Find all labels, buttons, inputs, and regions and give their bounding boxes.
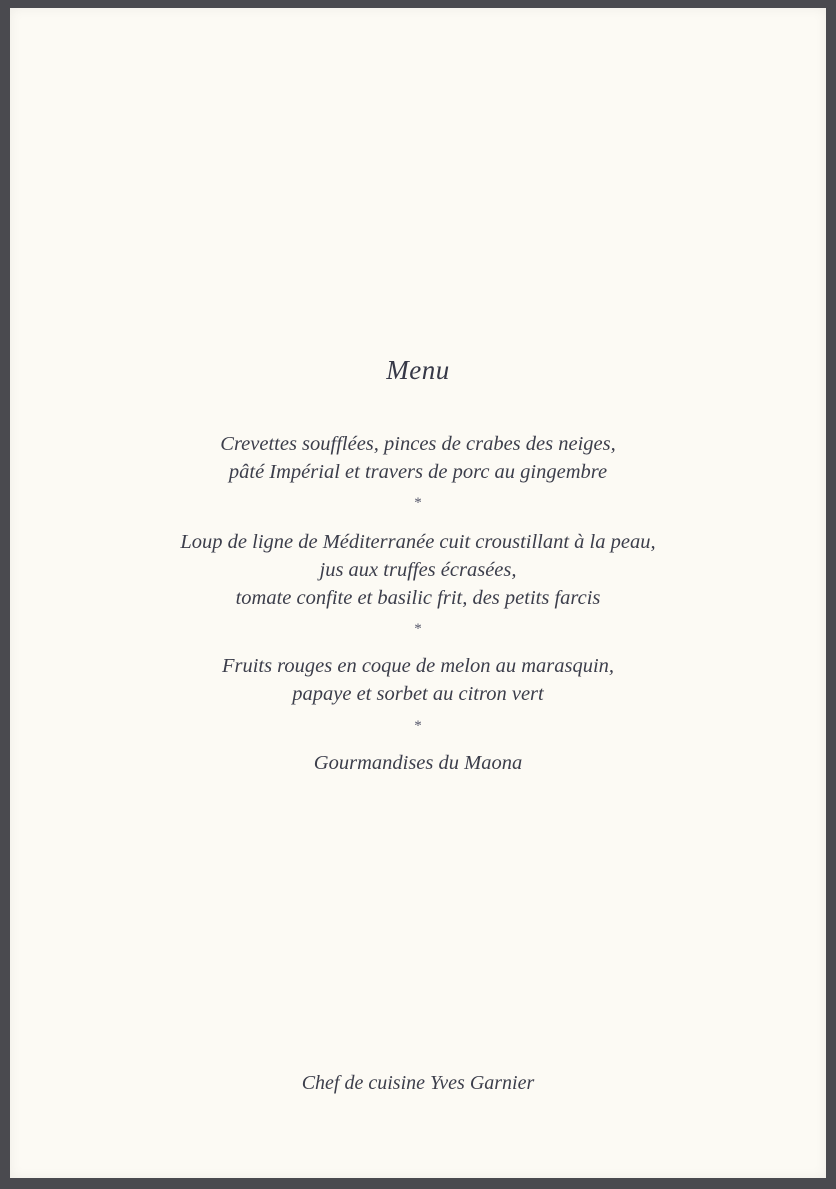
- course-line: Fruits rouges en coque de melon au marasquin,: [221, 655, 615, 677]
- course-line: tomate confite et basilic frit, des petits farcis: [235, 587, 601, 609]
- course-line: Loup de ligne de Méditerranée cuit croustillant à la peau,: [180, 531, 656, 553]
- course-line: papaye et sorbet au citron vert: [292, 683, 544, 705]
- menu-sheet: [10, 8, 826, 1178]
- course-line: pâté Impérial et travers de porc au gingembre: [228, 461, 608, 483]
- course-separator: *: [414, 718, 422, 734]
- course-line: Crevettes soufflées, pinces de crabes des neiges,: [220, 433, 616, 455]
- course-separator: *: [414, 621, 422, 637]
- course-line: jus aux truffes écrasées,: [319, 559, 517, 581]
- course-starter: [10, 430, 826, 486]
- course-main: [10, 528, 826, 612]
- course-line: Gourmandises du Maona: [313, 752, 523, 774]
- chef-credit: Chef de cuisine Yves Garnier: [301, 1072, 535, 1094]
- course-petits-fours: [10, 749, 826, 777]
- menu-title: Menu: [386, 355, 450, 385]
- course-separator: *: [414, 495, 422, 511]
- course-dessert: [10, 652, 826, 708]
